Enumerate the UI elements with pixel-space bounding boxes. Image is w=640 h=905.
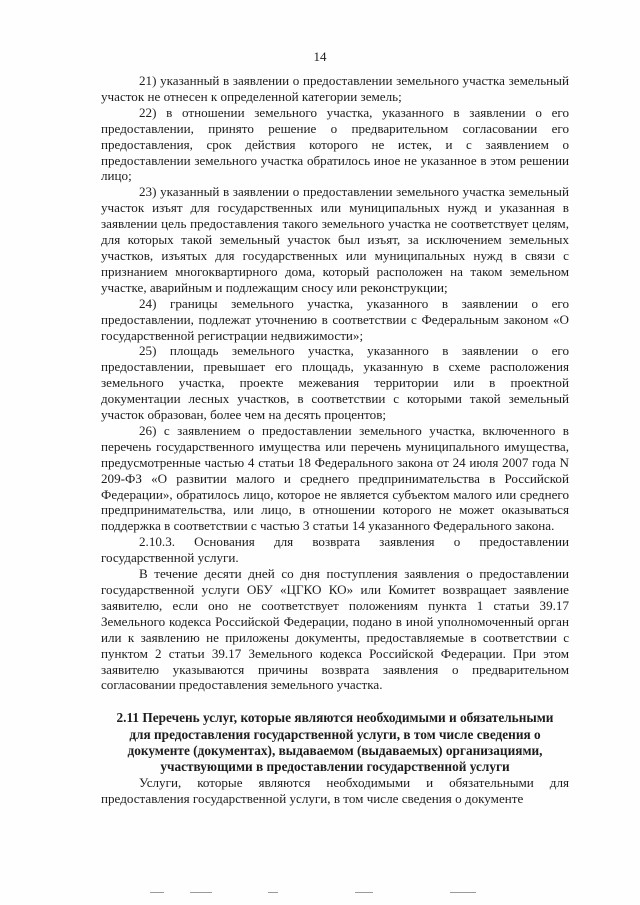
document-body: [101, 73, 569, 807]
item-24-paragraph: 24) границы земельного участка, указанного в заявлении о его предоставлении, подлежат уточнению в соответствии с Федеральным законом «О государственной регистрации недвижимости»;: [101, 295, 569, 343]
heading-line: для предоставления государственной услуги, в том числе сведения о: [129, 726, 541, 742]
scan-artifact-marks: [150, 890, 510, 896]
heading-line: участвующими в предоставлении государственной услуги: [160, 758, 510, 774]
item-23-paragraph: 23) указанный в заявлении о предоставлении земельного участка земельный участок изъят для государственных или муниципальных нужд и указанная в заявлении цель предоставления такого земельного участка не соответствует целям, для которых такой земельный участок был изъят, за исключением земельных участков, изъятых для государственных или муниципальных нужд в связи с признанием многоквартирного дома, который расположен на таком земельном участке, аварийным и подлежащим сносу или реконструкции;: [101, 184, 569, 295]
heading-line: документе (документах), выдаваемом (выдаваемых) организациями,: [127, 742, 543, 758]
item-22-paragraph: 22) в отношении земельного участка, указанного в заявлении о его предоставлении, принято решение о предварительном согласовании его предоставления, срок действия которого не истек, и с заявлением о предоставлении земельного участка обратилось иное не указанное в этом решении лицо;: [101, 104, 569, 184]
clause-2-10-3-paragraph: 2.10.3. Основания для возврата заявления о предоставлении государственной услуги.: [101, 534, 569, 566]
section-2-11-heading: [101, 710, 569, 775]
item-25-paragraph: 25) площадь земельного участка, указанного в заявлении о его предоставлении, превышает его площадь, указанную в схеме расположения земельного участка, проекте межевания территории или в проектной документации лесных участков, в соответствии с которыми такой земельный участок образован, более чем на десять процентов;: [101, 343, 569, 423]
item-26-paragraph: 26) с заявлением о предоставлении земельного участка, включенного в перечень государственного имущества или перечень муниципального имущества, предусмотренные частью 4 статьи 18 Федерального закона от 24 июля 2007 года N 209-ФЗ «О развитии малого и среднего предпринимательства в Российской Федерации», обратилось лицо, которое не является субъектом малого или среднего предпринимательства, или лицо, в отношении которого не может оказываться поддержка в соответствии с частью 3 статьи 14 указанного Федерального закона.: [101, 422, 569, 534]
heading-line: 2.11 Перечень услуг, которые являются необходимыми и обязательными: [116, 710, 554, 726]
return-grounds-paragraph: В течение десяти дней со дня поступления заявления о предоставлении государственной услуги ОБУ «ЦГКО КО» или Комитет возвращает заявление заявителю, если оно не соответствует положениям пункта 1 статьи 39.17 Земельного кодекса Российской Федерации, подано в иной уполномоченный орган или к заявлению не приложены документы, предоставляемые в соответствии с пунктом 2 статьи 39.17 Земельного кодекса Российской Федерации. При этом заявителю указываются причины возврата заявления о предварительном согласовании предоставления земельного участка.: [101, 566, 569, 693]
page-number: 14: [313, 49, 327, 64]
required-services-paragraph: Услуги, которые являются необходимыми и обязательными для предоставления государственной услуги, в том числе сведения о документе: [101, 775, 569, 807]
item-21-paragraph: 21) указанный в заявлении о предоставлении земельного участка земельный участок не отнесен к определенной категории земель;: [101, 73, 569, 104]
